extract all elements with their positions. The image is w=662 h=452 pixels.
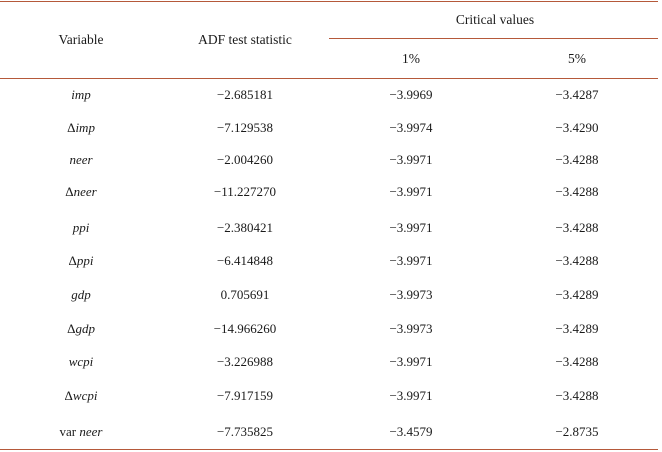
variable-cell <box>71 87 91 103</box>
adf-statistic-cell: −3.226988 <box>216 354 274 369</box>
variable-name: ppi <box>72 220 90 235</box>
critical-5-percent-cell: −3.4289 <box>555 321 599 336</box>
variable-cell <box>69 253 94 269</box>
critical-1-percent-cell: −3.9971 <box>389 184 433 199</box>
variable-cell <box>60 424 103 440</box>
critical-5-percent-cell: −3.4288 <box>555 388 599 403</box>
header-bottom-rule <box>0 78 658 79</box>
adf-statistic-cell: −2.004260 <box>216 152 274 167</box>
delta-symbol: Δ <box>67 120 76 135</box>
delta-symbol: Δ <box>64 388 73 403</box>
header-5-percent: 5% <box>568 51 586 66</box>
critical-1-percent-cell: −3.9973 <box>389 321 433 336</box>
critical-5-percent-cell: −3.4290 <box>555 120 599 135</box>
critical-5-percent-cell: −3.4289 <box>555 287 599 302</box>
header-adf-statistic: ADF test statistic <box>198 32 292 47</box>
critical-5-percent-cell: −3.4288 <box>555 220 599 235</box>
variable-prefix: var <box>59 424 80 439</box>
variable-cell <box>67 321 95 337</box>
variable-name: neer <box>69 152 93 167</box>
adf-statistic-cell: −7.917159 <box>216 388 274 403</box>
header-variable: Variable <box>58 32 104 47</box>
critical-1-percent-cell: −3.9973 <box>389 287 433 302</box>
adf-statistic-cell: 0.705691 <box>220 287 270 302</box>
variable-cell <box>71 287 91 303</box>
critical-1-percent-cell: −3.9971 <box>389 152 433 167</box>
variable-name: imp <box>71 87 91 102</box>
header-1-percent: 1% <box>402 51 420 66</box>
critical-5-percent-cell: −2.8735 <box>555 424 599 439</box>
table-bottom-rule <box>0 449 658 450</box>
variable-cell <box>73 220 90 236</box>
critical-5-percent-cell: −3.4288 <box>555 253 599 268</box>
adf-statistic-cell: −11.227270 <box>213 184 277 199</box>
variable-name: wcpi <box>72 388 98 403</box>
variable-name: neer <box>73 184 97 199</box>
variable-name: wcpi <box>68 354 94 369</box>
variable-name: neer <box>79 424 103 439</box>
critical-5-percent-cell: −3.4288 <box>555 152 599 167</box>
critical-5-percent-cell: −3.4287 <box>555 87 599 102</box>
adf-statistic-cell: −2.685181 <box>216 87 274 102</box>
variable-name: imp <box>75 120 95 135</box>
adf-statistic-cell: −7.735825 <box>216 424 274 439</box>
variable-name: ppi <box>76 253 94 268</box>
critical-1-percent-cell: −3.9971 <box>389 388 433 403</box>
header-critical-values: Critical values <box>455 12 535 27</box>
table-top-rule <box>0 1 658 2</box>
adf-statistic-cell: −14.966260 <box>213 321 277 336</box>
critical-1-percent-cell: −3.9969 <box>389 87 433 102</box>
adf-statistic-cell: −7.129538 <box>216 120 274 135</box>
critical-1-percent-cell: −3.9974 <box>389 120 433 135</box>
critical-5-percent-cell: −3.4288 <box>555 354 599 369</box>
critical-1-percent-cell: −3.9971 <box>389 220 433 235</box>
critical-1-percent-cell: −3.4579 <box>389 424 433 439</box>
variable-cell <box>65 388 98 404</box>
critical-5-percent-cell: −3.4288 <box>555 184 599 199</box>
adf-statistic-cell: −6.414848 <box>216 253 274 268</box>
variable-cell <box>67 120 95 136</box>
variable-name: gdp <box>71 287 91 302</box>
delta-symbol: Δ <box>65 184 74 199</box>
variable-name: gdp <box>75 321 95 336</box>
variable-cell <box>65 184 96 200</box>
critical-values-rule <box>329 38 658 39</box>
critical-1-percent-cell: −3.9971 <box>389 253 433 268</box>
adf-statistic-cell: −2.380421 <box>216 220 274 235</box>
variable-cell <box>69 354 94 370</box>
critical-1-percent-cell: −3.9971 <box>389 354 433 369</box>
delta-symbol: Δ <box>68 253 77 268</box>
delta-symbol: Δ <box>67 321 76 336</box>
variable-cell <box>69 152 92 168</box>
